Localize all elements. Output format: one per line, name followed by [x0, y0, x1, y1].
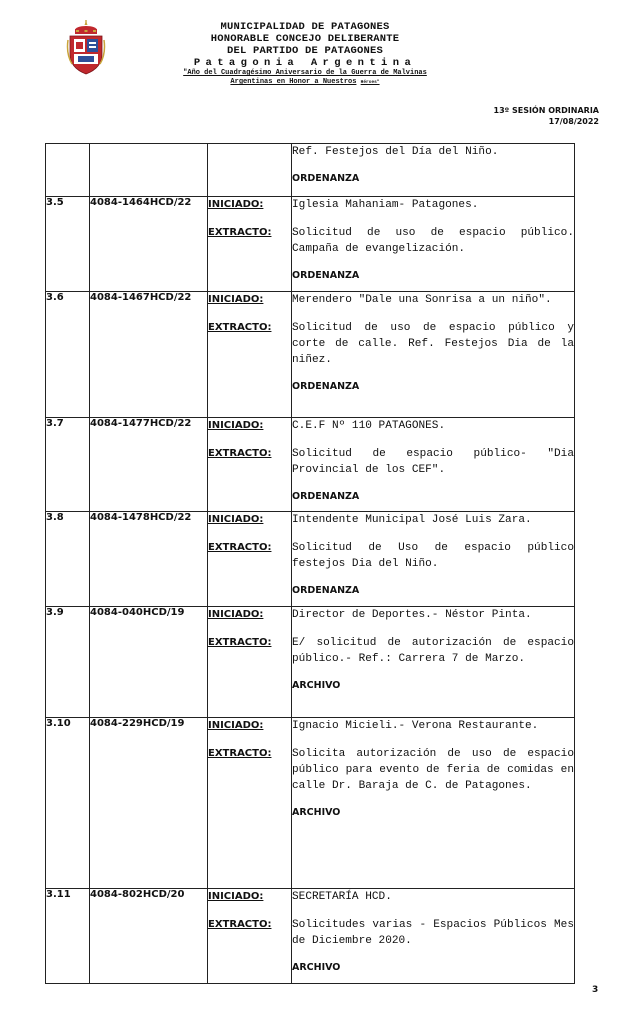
file-number: 4084-1477HCD/22 [90, 418, 192, 429]
table-row [46, 889, 575, 984]
verdict: ORDENANZA [292, 270, 360, 281]
file-number: 4084-1467HCD/22 [90, 292, 192, 303]
extract-label: EXTRACTO: [208, 542, 272, 553]
initiated-text: Ignacio Micieli.- Verona Restaurante. [292, 720, 539, 732]
item-number: 3.8 [46, 512, 64, 523]
file-number: 4084-229HCD/19 [90, 718, 185, 729]
extract-label: EXTRACTO: [208, 748, 272, 759]
agenda-table [45, 143, 575, 984]
extract-text: Solicitud de Uso de espacio público festejos Dia del Niño. [292, 542, 574, 570]
header-motto [0, 69, 610, 87]
verdict: ORDENANZA [292, 585, 360, 596]
header-motto-small: Héroes" [360, 80, 380, 85]
item-number: 3.10 [46, 718, 71, 729]
initiated-label: INICIADO: [208, 891, 264, 902]
file-number: 4084-1464HCD/22 [90, 197, 192, 208]
item-number: 3.11 [46, 889, 71, 900]
session-date: 17/08/2022 [548, 117, 599, 126]
header-motto-line2: Argentinas en Honor a Nuestros [230, 78, 357, 86]
continuation-text: Ref. Festejos del Día del Niño. [292, 146, 499, 158]
file-number: 4084-1478HCD/22 [90, 512, 192, 523]
page-number: 3 [592, 985, 599, 995]
verdict: ARCHIVO [292, 962, 341, 973]
session-title: 13º SESIÓN ORDINARIA [493, 106, 599, 115]
continuation-verdict: ORDENANZA [292, 173, 360, 184]
extract-text: Solicitud de uso de espacio público. Campaña de evangelización. [292, 227, 574, 255]
extract-label: EXTRACTO: [208, 322, 272, 333]
extract-text: Solicitud de espacio público- "Dia Provincial de los CEF". [292, 448, 574, 476]
item-number: 3.6 [46, 292, 64, 303]
extract-label: EXTRACTO: [208, 227, 272, 238]
table-row [46, 197, 575, 292]
initiated-text: Director de Deportes.- Néstor Pinta. [292, 609, 532, 621]
header-district: DEL PARTIDO DE PATAGONES [226, 45, 384, 57]
extract-text: Solicitud de uso de espacio público y corte de calle. Ref. Festejos Dia de la niñez. [292, 322, 574, 366]
initiated-text: Merendero "Dale una Sonrisa a un niño". [292, 294, 552, 306]
session-info [494, 105, 599, 127]
extract-text: Solicita autorización de uso de espacio público para evento de feria de comidas en calle Dr. Baraja de C. de Patagones. [292, 748, 574, 792]
verdict: ARCHIVO [292, 807, 341, 818]
initiated-label: INICIADO: [208, 294, 264, 305]
initiated-label: INICIADO: [208, 514, 264, 525]
initiated-text: SECRETARÍA HCD. [292, 891, 392, 903]
initiated-label: INICIADO: [208, 420, 264, 431]
initiated-text: Intendente Municipal José Luis Zara. [292, 514, 532, 526]
extract-label: EXTRACTO: [208, 637, 272, 648]
initiated-label: INICIADO: [208, 720, 264, 731]
table-row [46, 292, 575, 418]
item-number: 3.5 [46, 197, 64, 208]
item-number: 3.9 [46, 607, 64, 618]
extract-label: EXTRACTO: [208, 448, 272, 459]
initiated-text: C.E.F Nº 110 PATAGONES. [292, 420, 446, 432]
initiated-text: Iglesia Mahaniam- Patagones. [292, 199, 479, 211]
table-row [46, 512, 575, 607]
file-number: 4084-040HCD/19 [90, 607, 185, 618]
header [0, 21, 610, 87]
table-row [46, 418, 575, 512]
initiated-label: INICIADO: [208, 609, 264, 620]
file-number: 4084-802HCD/20 [90, 889, 185, 900]
extract-label: EXTRACTO: [208, 919, 272, 930]
table-row [46, 718, 575, 889]
header-municipality: MUNICIPALIDAD DE PATAGONES [220, 21, 390, 33]
verdict: ARCHIVO [292, 680, 341, 691]
extract-text: E/ solicitud de autorización de espacio público.- Ref.: Carrera 7 de Marzo. [292, 637, 574, 665]
initiated-label: INICIADO: [208, 199, 264, 210]
header-region: Patagonia Argentina [193, 57, 417, 69]
verdict: ORDENANZA [292, 491, 360, 502]
item-number: 3.7 [46, 418, 64, 429]
extract-text: Solicitudes varias - Espacios Públicos Mes de Diciembre 2020. [292, 919, 574, 947]
header-council: HONORABLE CONCEJO DELIBERANTE [210, 33, 400, 45]
verdict: ORDENANZA [292, 381, 360, 392]
table-row [46, 607, 575, 718]
table-row-continuation [46, 144, 575, 197]
header-motto-line1: "Año del Cuadragésimo Aniversario de la Guerra de Malvinas [183, 69, 427, 77]
